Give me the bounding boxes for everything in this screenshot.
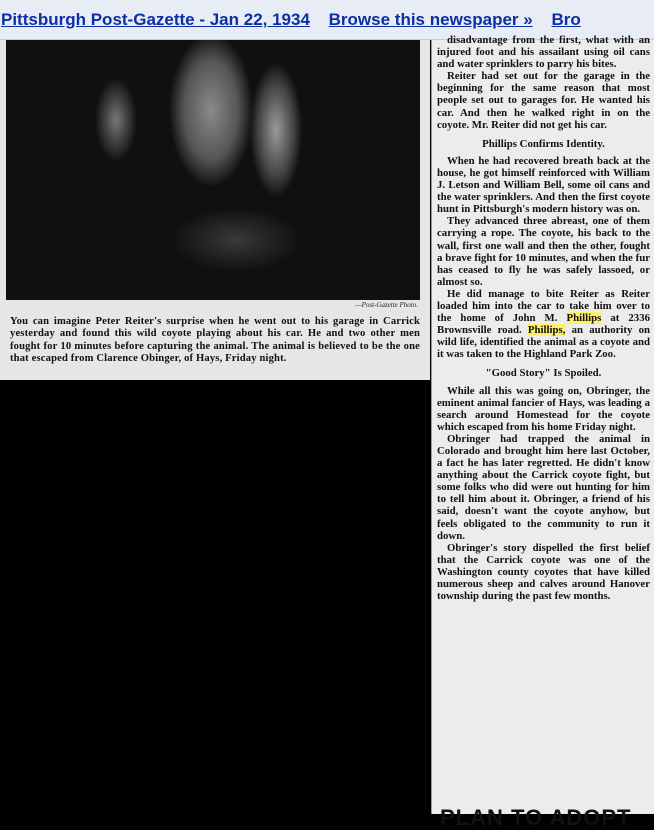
article-paragraph: When he had recovered breath back at the house, he got himself reinforced with William J. Letson and William Bell, some oil cans and the water sprinklers. And then the first coyote hunt in Pittsburgh's modern history was on. <box>437 154 650 216</box>
article-paragraph: While all this was going on, Obringer, the eminent animal fancier of Hays, was leading a search around Homestead for the coyote which escaped from his home Friday night. <box>437 384 650 433</box>
article-paragraph: disadvantage from the first, what with an injured foot and his assailant using oil cans and water sprinklers to parry his bites. <box>437 34 650 71</box>
search-highlight: Phillips <box>566 312 602 325</box>
article-column <box>431 34 654 830</box>
article-paragraph: Obringer's story dispelled the first belief that the Carrick coyote was one of the Washington county coyotes that have killed numerous sheep and calves around Hanover township during the past few months. <box>437 541 650 603</box>
newspaper-scan[interactable] <box>0 34 654 830</box>
browse-all-link[interactable]: Bro <box>551 10 581 29</box>
article-paragraph: They advanced three abreast, one of them carrying a rope. The coyote, his back to the wall, first one wall and then the other, fought a brave fight for 10 minutes, and when the fur has ceased to fly he was safely lassoed, or almost so. <box>437 215 650 288</box>
text-run: at 2336 Brownsville road. <box>437 312 650 337</box>
browse-newspaper-link[interactable]: Browse this newspaper » <box>328 10 533 29</box>
newspaper-title-link[interactable]: Pittsburgh Post-Gazette - Jan 22, 1934 <box>1 10 310 29</box>
article-paragraph: Obringer had trapped the animal in Colorado and brought him here last October, a fact he has later regretted. He didn't know anything about the Carrick coyote fight, but some folks who did were out hunting for him to tell him about it. Obringer, a friend of his said, doesn't want the coyote anyhow, but feels obligated to the community to run it down. <box>437 432 650 542</box>
next-article-headline: PLAN TO ADOPT <box>440 804 632 830</box>
search-highlight: Phillips, <box>527 324 566 337</box>
article-subheading: Phillips Confirms Identity. <box>482 137 605 150</box>
photo-caption: You can imagine Peter Reiter's surprise when he went out to his garage in Carrick yesterday and found this wild coyote playing about his car. He and two other men fought for 10 minutes before capturing the animal. The animal is believed to be the one that escaped from Clarence Obinger, of Hays, Friday night. <box>10 316 420 364</box>
article-paragraph-highlighted <box>437 288 650 361</box>
photo-clipping <box>0 40 430 380</box>
article-paragraph: Reiter had set out for the garage in the beginning for the same reason that most people set out to garages for. He wanted his car. And then he walked right in on the coyote. Mr. Reiter did not get his car. <box>437 70 650 131</box>
photo-credit: —Post-Gazette Photo. <box>355 301 418 309</box>
text-run: an authority on wild life, identified the animal as a coyote and it was taken to the Highland Park Zoo. <box>437 324 650 361</box>
text-run: He did manage to bite Reiter as Reiter loaded him into the car to take him over to the home of John M. <box>437 287 650 325</box>
article-subheading: "Good Story" Is Spoiled. <box>485 367 602 380</box>
coyote-photo <box>6 40 420 300</box>
